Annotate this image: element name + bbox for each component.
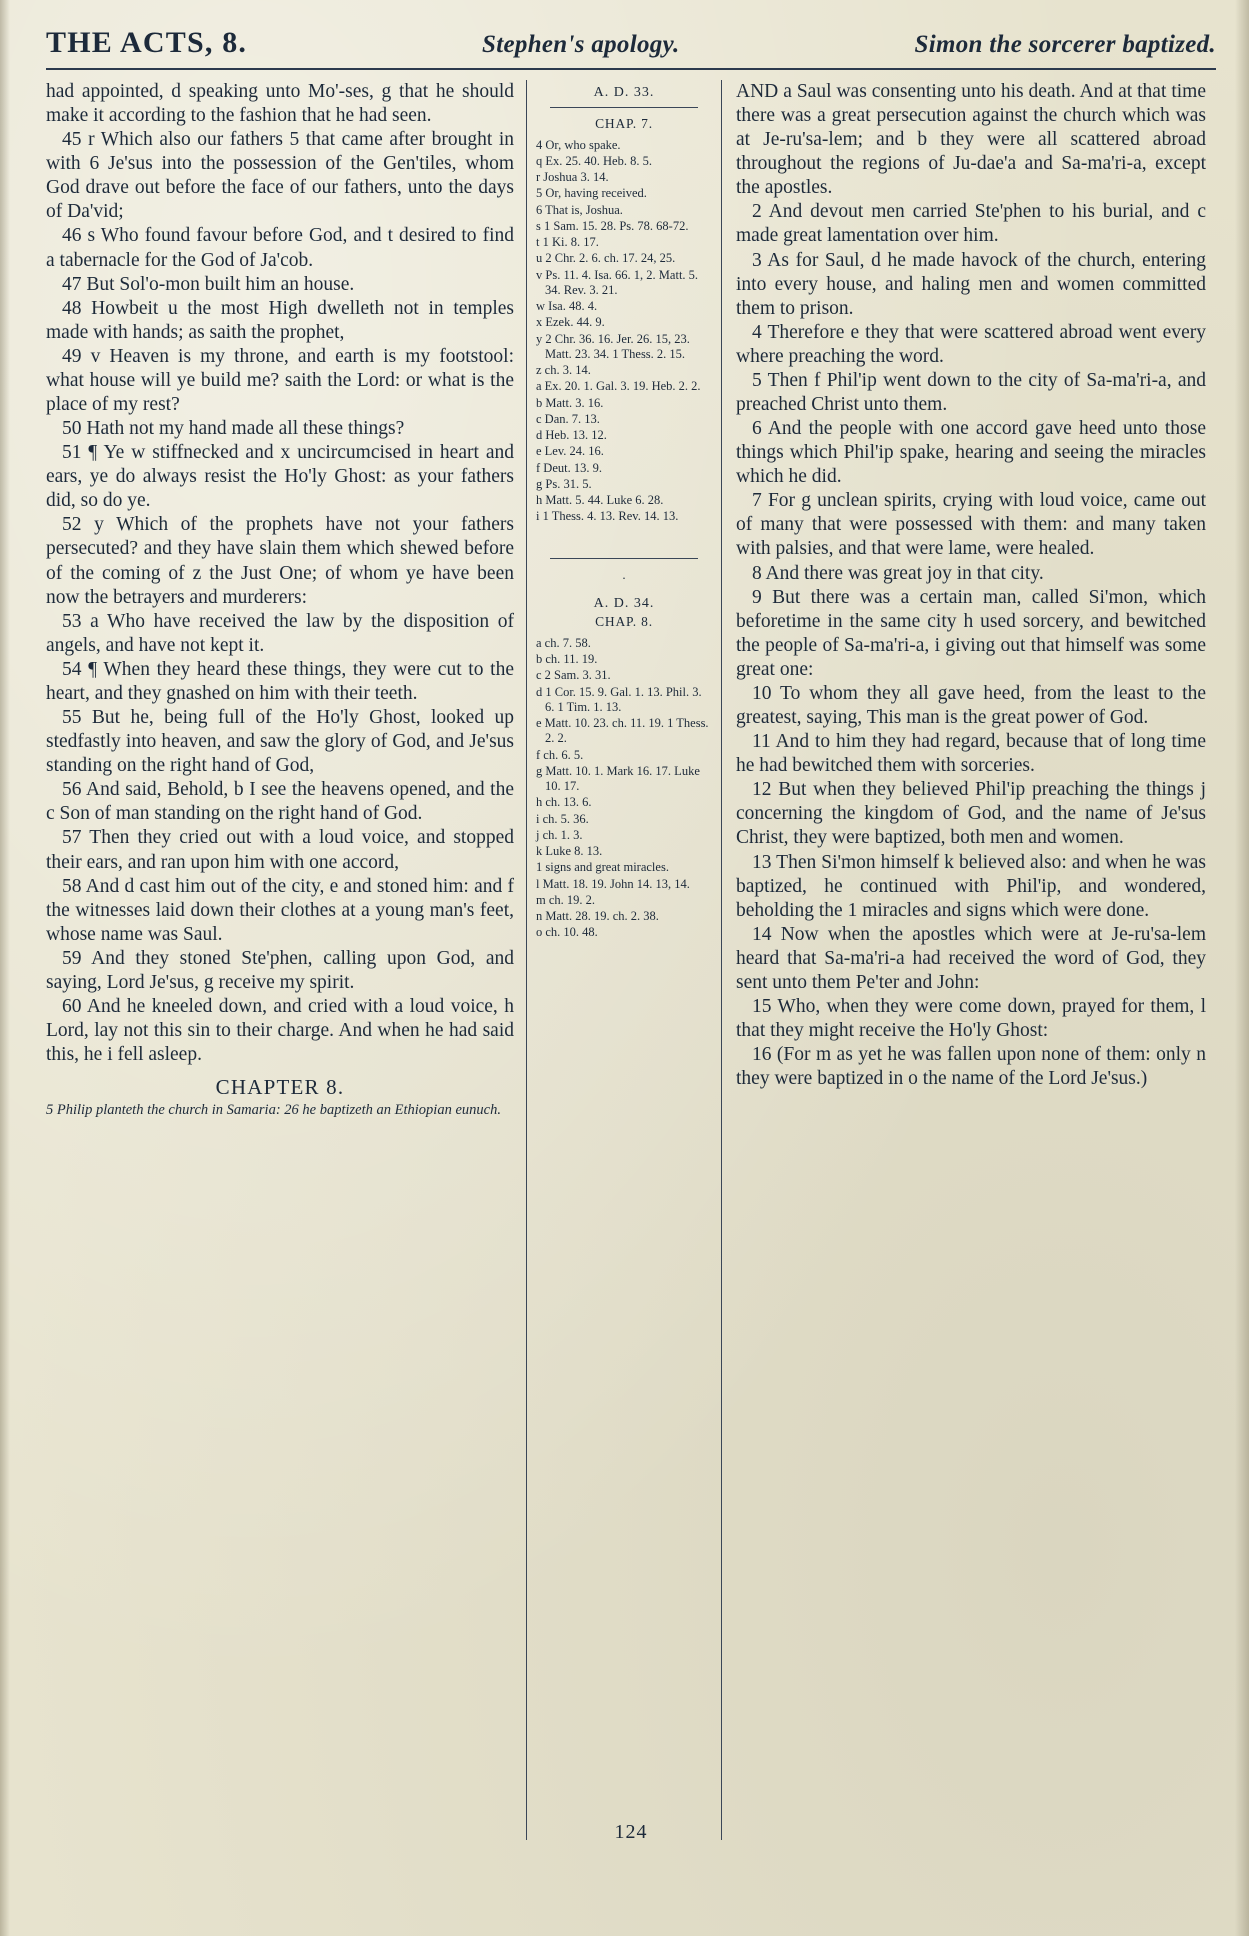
- reference-note: 4 Or, who spake.: [536, 137, 621, 152]
- verse-paragraph: 53 a Who have received the law by the disposition of angels, and have not kept it.: [46, 610, 514, 656]
- reference-note: v Ps. 11. 4. Isa. 66. 1, 2. Matt. 5. 34. Rev. 3. 21.: [536, 267, 699, 297]
- left-text-column: [46, 80, 526, 1840]
- reference-note: 1 signs and great miracles.: [536, 860, 669, 875]
- reference-note: b ch. 11. 19.: [536, 652, 598, 667]
- reference-note: a ch. 7. 58.: [536, 635, 591, 650]
- reference-note: y 2 Chr. 36. 16. Jer. 26. 15, 23. Matt. 23. 34. 1 Thess. 2. 15.: [536, 331, 690, 361]
- verse-paragraph: 48 Howbeit u the most High dwelleth not in temples made with hands; as saith the prophet,: [46, 297, 514, 343]
- reference-note: a Ex. 20. 1. Gal. 3. 19. Heb. 2. 2.: [536, 379, 701, 394]
- verse-paragraph: 55 But he, being full of the Ho'ly Ghost, looked up stedfastly into heaven, and saw the glory of God, and Je'sus standing on the right hand of God,: [46, 707, 514, 777]
- reference-note: r Joshua 3. 14.: [536, 170, 609, 185]
- verse-paragraph: 11 And to him they had regard, because that of long time he had bewitched them with sorceries.: [736, 731, 1206, 777]
- verse-paragraph: 50 Hath not my hand made all these things?: [62, 418, 405, 440]
- verse-paragraph: 15 Who, when they were come down, prayed for them, l that they might receive the Ho'ly Ghost:: [736, 995, 1206, 1042]
- page-number: 124: [614, 1821, 648, 1843]
- verse-paragraph: 12 But when they believed Phil'ip preaching the things j concerning the kingdom of God, and the name of Je'sus Christ, they were baptized, both men and women.: [736, 779, 1206, 849]
- reference-note: b Matt. 3. 16.: [536, 395, 604, 410]
- reference-note: q Ex. 25. 40. Heb. 8. 5.: [536, 153, 652, 168]
- reference-note: g Ps. 31. 5.: [536, 476, 592, 491]
- verse-paragraph: 8 And there was great joy in that city.: [752, 562, 1044, 584]
- verse-paragraph: 52 y Which of the prophets have not your fathers persecuted? and they have slain them which shewed before of the coming of z the Just One; of whom ye have been now the betrayers and murderers:: [46, 514, 514, 608]
- reference-note: i ch. 5. 36.: [536, 811, 589, 826]
- verse-paragraph-opening: AND a Saul was consenting unto his death. And at that time there was a great persecution against the church which was at Je-ru'sa-lem; and b they were all scattered abroad throughout the regions of Ju-dae'a and Sa-ma'ri-a, except the apostles.: [736, 81, 1206, 199]
- reference-note: f Deut. 13. 9.: [536, 460, 602, 475]
- reference-note: k Luke 8. 13.: [536, 844, 603, 859]
- reference-note: x Ezek. 44. 9.: [536, 315, 605, 330]
- reference-note: c 2 Sam. 3. 31.: [536, 668, 611, 683]
- reference-note: h ch. 13. 6.: [536, 795, 592, 810]
- reference-note: n Matt. 28. 19. ch. 2. 38.: [536, 909, 659, 924]
- verse-paragraph: 6 And the people with one accord gave heed unto those things which Phil'ip spake, hearing and seeing the miracles which he did.: [736, 418, 1206, 488]
- running-head-right: Simon the sorcerer baptized.: [914, 31, 1216, 58]
- verse-paragraph: 54 ¶ When they heard these things, they were cut to the heart, and they gnashed on him with their teeth.: [46, 658, 514, 704]
- reference-note: f ch. 6. 5.: [536, 747, 584, 762]
- verse-paragraph: 49 v Heaven is my throne, and earth is my footstool: what house will ye build me? saith the Lord: or what is the place of my rest?: [46, 345, 514, 416]
- verse-paragraph: 9 But there was a certain man, called Si'mon, which beforetime in the same city h used sorcery, and bewitched the people of Sa-ma'ri-a, i giving out that himself was some great one:: [736, 586, 1206, 680]
- verse-paragraph: 46 s Who found favour before God, and t desired to find a tabernacle for the God of Ja'cob.: [46, 225, 514, 271]
- page-edge-shadow-left: [0, 0, 10, 1936]
- page-edge-shadow-right: [1235, 0, 1249, 1936]
- reference-note: e Lev. 24. 16.: [536, 444, 604, 459]
- verse-paragraph: 51 ¶ Ye w stiffnecked and x uncircumcised in heart and ears, ye do always resist the Ho'ly Ghost: as your fathers did, so do ye.: [46, 442, 514, 512]
- note-spacer: [536, 526, 712, 552]
- reference-note: d Heb. 13. 12.: [536, 428, 607, 443]
- verse-paragraph: 60 And he kneeled down, and cried with a loud voice, h Lord, lay not this sin to their charge. And when he had said this, he i fell asleep.: [46, 995, 514, 1066]
- verse-paragraph: 58 And d cast him out of the city, e and stoned him: and f the witnesses laid down their clothes at a young man's feet, whose name was Saul.: [46, 875, 514, 945]
- verse-paragraph: 13 Then Si'mon himself k believed also: and when he was baptized, he continued with Phil'ip, and wondered, beholding the 1 miracles and signs which were done.: [736, 851, 1206, 921]
- reference-note: e Matt. 10. 23. ch. 11. 19. 1 Thess. 2. 2.: [536, 716, 709, 746]
- verse-paragraph: 7 For g unclean spirits, crying with loud voice, came out of many that were possessed with them: and many taken with palsies, and that were lame, were healed.: [736, 490, 1206, 560]
- reference-note: t 1 Ki. 8. 17.: [536, 235, 599, 250]
- verse-paragraph: 45 r Which also our fathers 5 that came after brought in with 6 Je'sus into the possession of the Gen'tiles, whom God drave out before the face of our fathers, unto the days of Da'vid;: [46, 129, 514, 223]
- verse-paragraph: had appointed, d speaking unto Mo'-ses, g that he should make it according to the fashion that he had seen.: [46, 81, 514, 127]
- chapter-summary: 5 Philip planteth the church in Samaria: 26 he baptizeth an Ethiopian eunuch.: [46, 1102, 501, 1119]
- chapter-heading: CHAPTER 8.: [215, 1075, 345, 1100]
- verse-paragraph: 14 Now when the apostles which were at Je-ru'sa-lem heard that Sa-ma'ri-a had received the word of God, they sent unto them Pe'ter and John:: [736, 923, 1206, 993]
- verse-paragraph: 57 Then they cried out with a loud voice, and stopped their ears, and ran upon him with one accord,: [46, 827, 514, 873]
- date-note-bottom: A. D. 34.: [593, 596, 655, 612]
- reference-note: 6 That is, Joshua.: [536, 202, 623, 217]
- reference-note: s 1 Sam. 15. 28. Ps. 78. 68-72.: [536, 218, 689, 233]
- note-divider: [550, 107, 698, 108]
- verse-paragraph: 56 And said, Behold, b I see the heavens opened, and the c Son of man standing on the right hand of God.: [46, 779, 514, 825]
- reference-note: i 1 Thess. 4. 13. Rev. 14. 13.: [536, 509, 679, 524]
- reference-note: j ch. 1. 3.: [536, 827, 583, 842]
- page-columns: [46, 80, 1216, 1840]
- reference-note: o ch. 10. 48.: [536, 925, 598, 940]
- running-head-center: Stephen's apology.: [482, 31, 680, 58]
- running-head: [46, 26, 1216, 70]
- reference-note: w Isa. 48. 4.: [536, 299, 598, 314]
- running-head-left: THE ACTS, 8.: [46, 26, 248, 59]
- reference-note: c Dan. 7. 13.: [536, 411, 600, 426]
- reference-note: h Matt. 5. 44. Luke 6. 28.: [536, 493, 664, 508]
- reference-note: z ch. 3. 14.: [536, 363, 591, 378]
- reference-note: m ch. 19. 2.: [536, 892, 596, 907]
- reference-note: d 1 Cor. 15. 9. Gal. 1. 13. Phil. 3. 6. 1 Tim. 1. 13.: [536, 684, 702, 714]
- reference-note: g Matt. 10. 1. Mark 16. 17. Luke 10. 17.: [536, 763, 700, 794]
- note-divider: [550, 558, 698, 559]
- right-text-column: [722, 80, 1206, 1840]
- verse-paragraph: 4 Therefore e they that were scattered abroad went every where preaching the word.: [736, 321, 1206, 367]
- verse-paragraph: 3 As for Saul, d he made havock of the church, entering into every house, and haling men and women committed them to prison.: [736, 249, 1206, 319]
- reference-note: l Matt. 18. 19. John 14. 13, 14.: [536, 876, 690, 891]
- chapter-note-top: CHAP. 7.: [595, 116, 653, 132]
- note-spacer: [536, 582, 712, 591]
- cross-reference-column: [526, 80, 722, 1840]
- reference-note: u 2 Chr. 2. 6. ch. 17. 24, 25.: [536, 251, 676, 266]
- verse-paragraph: 59 And they stoned Ste'phen, calling upon God, and saying, Lord Je'sus, g receive my spirit.: [46, 947, 514, 993]
- reference-note: 5 Or, having received.: [536, 186, 647, 201]
- note-ornament: .: [622, 566, 626, 582]
- verse-paragraph: 47 But Sol'o-mon built him an house.: [62, 273, 355, 295]
- chapter-note-bottom: CHAP. 8.: [595, 614, 653, 630]
- verse-paragraph: 5 Then f Phil'ip went down to the city of Sa-ma'ri-a, and preached Christ unto them.: [736, 369, 1206, 416]
- verse-paragraph: 16 (For m as yet he was fallen upon none of them: only n they were baptized in o the name of the Lord Je'sus.): [736, 1044, 1206, 1090]
- verse-paragraph: 2 And devout men carried Ste'phen to his burial, and c made great lamentation over him.: [736, 201, 1206, 247]
- verse-paragraph: 10 To whom they all gave heed, from the least to the greatest, saying, This man is the great power of God.: [736, 682, 1206, 729]
- date-note-top: A. D. 33.: [593, 85, 655, 100]
